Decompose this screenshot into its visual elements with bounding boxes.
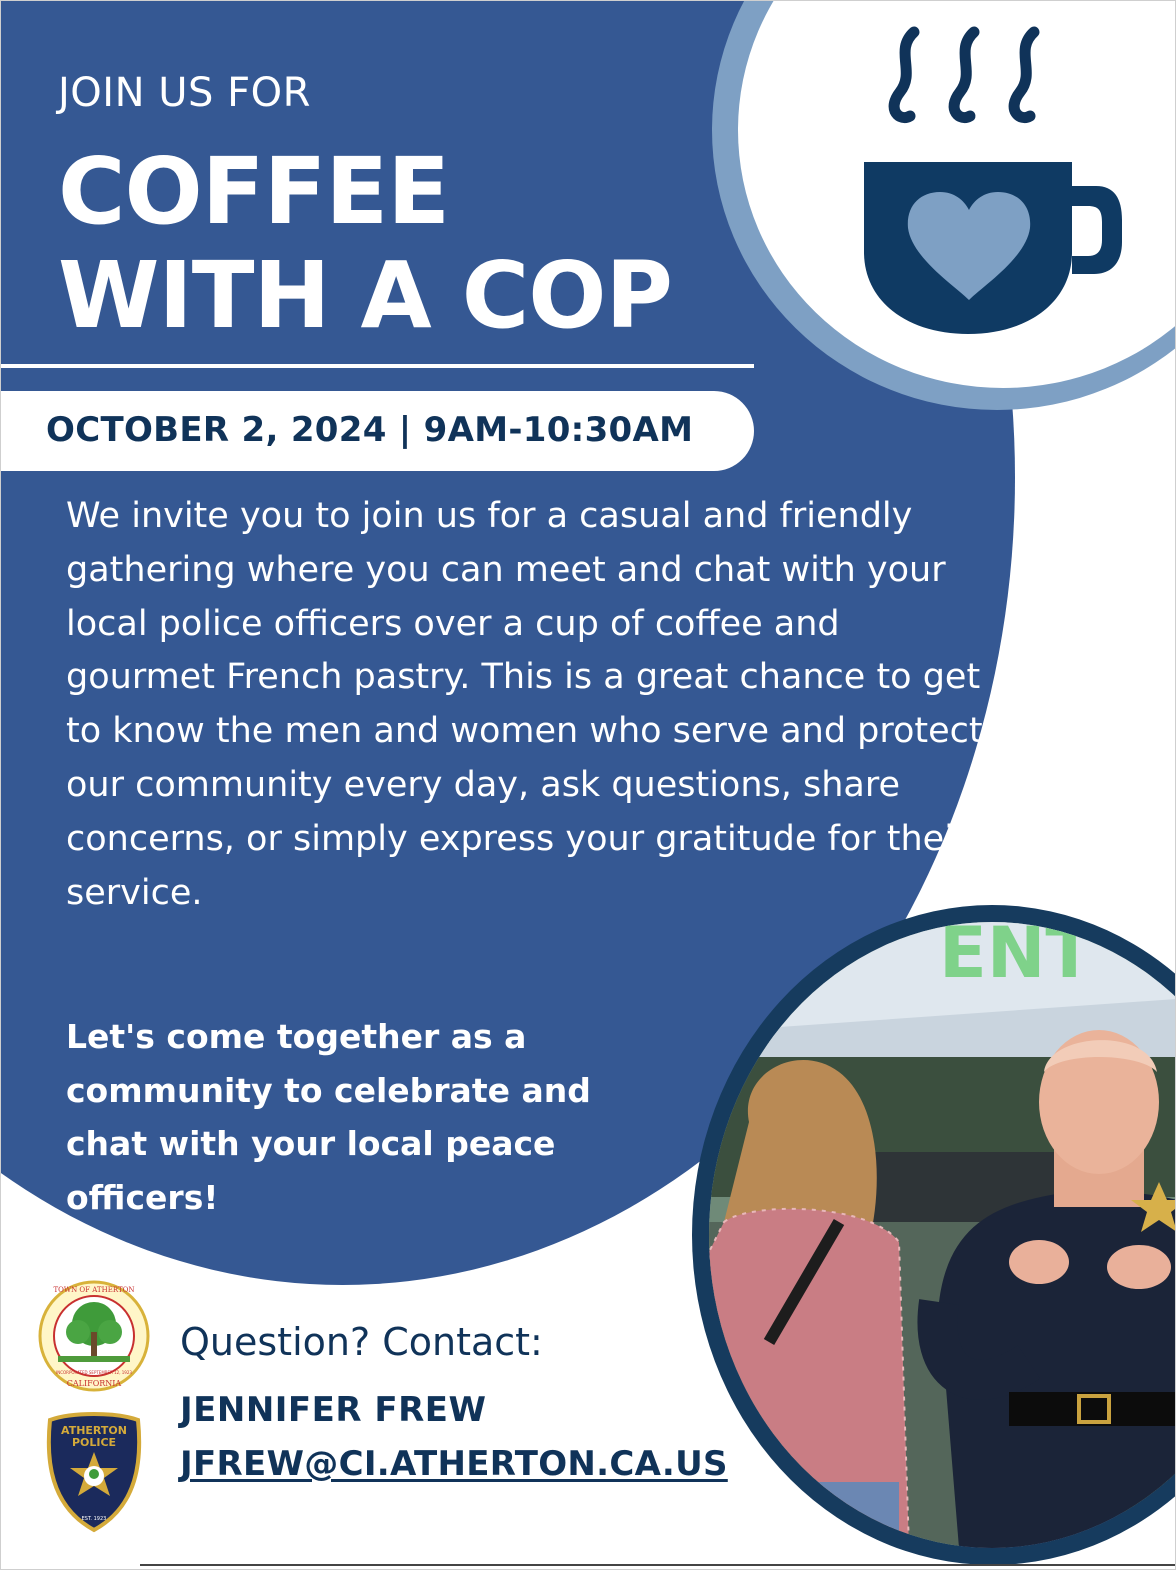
event-description: We invite you to join us for a casual and friendly gathering where you can meet and chat with your local police officers over a cup of coffee and gourmet French pastry. This is a great chance to get to know the men and women who serve and protect our community every day, ask questions, share concerns, or simply express your gratitude for their service. [66,496,983,913]
coffee-cup-heart-icon [850,20,1140,350]
intro-text: JOIN US FOR [58,70,311,116]
contact-question-label: Question? Contact: [180,1320,543,1364]
seal-top-text: TOWN OF ATHERTON [53,1286,135,1294]
title-line-1: COFFEE [58,138,450,245]
bottom-border [140,1564,1176,1566]
page-title [58,140,672,348]
seal-band-text: INCORPORATED SEPTEMBER 12, 1923 [56,1370,132,1375]
town-of-atherton-seal-logo [38,1280,150,1392]
contact-name: JENNIFER FREW [180,1390,487,1430]
badge-line-2: POLICE [71,1436,117,1449]
title-divider [0,364,754,368]
event-date-time: OCTOBER 2, 2024 | 9AM-10:30AM [46,410,694,450]
atherton-police-badge-logo [42,1410,146,1534]
badge-line-1: ATHERTON [61,1424,127,1437]
contact-email-link[interactable]: JFREW@CI.ATHERTON.CA.US [180,1444,728,1484]
badge-est-text: EST. 1923 [81,1516,107,1522]
title-line-2: WITH A COP [58,242,672,349]
seal-bottom-text: CALIFORNIA [66,1379,122,1388]
call-to-action: Let's come together as a community to celebrate and chat with your local peace officers! [66,1017,591,1217]
tent-sign-text: ENT [939,922,1094,994]
